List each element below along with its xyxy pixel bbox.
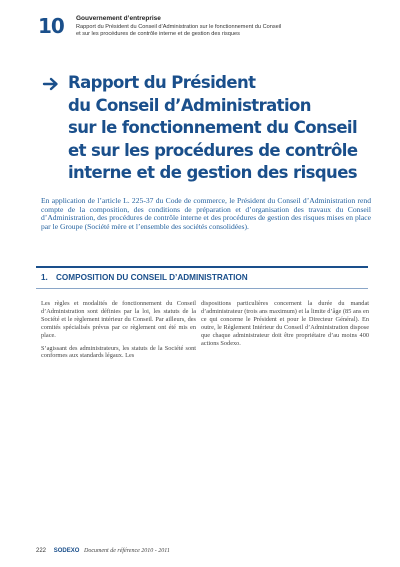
page-title-line: Rapport du Président (68, 73, 256, 92)
footer-brand: SODEXO (53, 548, 80, 554)
body-column-right (201, 300, 369, 352)
running-header-subtitle-line: et sur les procédures de contrôle interne et de gestion des risques (76, 31, 240, 38)
body-column-left (41, 300, 196, 365)
page-title-line: du Conseil d’Administration (68, 95, 311, 115)
chapter-number: 10 (38, 14, 64, 38)
page-title-line: sur le fonctionnement du Conseil (68, 118, 358, 137)
page-title (68, 72, 388, 185)
running-header-subtitle-line: Rapport du Président du Conseil d’Administration sur le fonctionnement du Conseil (76, 24, 282, 30)
footer-document-title: Document de référence 2010 - 2011 (84, 548, 170, 554)
body-paragraph: dispositions particulières concernent la durée du mandat d’administrateur (trois ans maximum) et la limite d’âge (85 ans en ce qui concerne le Président et pour le Directeur Général). En outre, le Règlement Intérieur du Conseil d’Administration dispose que chaque administrateur doit être propriétaire d’au moins 400 actions Sodexo. (201, 300, 369, 347)
page-footer (36, 548, 170, 554)
running-header-subtitle (76, 24, 376, 39)
body-paragraph: Les règles et modalités de fonctionnement du Conseil d’Administration sont définies par la loi, les statuts de la Société et le règlement intérieur du Conseil. Par ailleurs, des comités spécialisés prévus par ce règlement ont été mis en place. (41, 300, 196, 339)
section-rule-bottom (36, 288, 368, 289)
intro-paragraph: En application de l’article L. 225-37 du Code de commerce, le Président du Conseil d’Administration rend compte de la composition, des conditions de préparation et d’organisation des travaux du Conseil d’Administration, des procédures de contrôle interne et des procédures de gestion des risques mises en place par le Groupe (Société mère et l’ensemble des sociétés consolidées). (41, 196, 371, 231)
page-title-line: et sur les procédures de contrôle (68, 140, 358, 160)
section-heading: 1. COMPOSITION DU CONSEIL D’ADMINISTRATION (41, 273, 248, 282)
page-title-line: interne et de gestion des risques (68, 163, 358, 182)
body-paragraph: S’agissant des administrateurs, les statuts de la Société sont conformes aux standards légaux. Les (41, 344, 196, 360)
running-header-section: Gouvernement d’entreprise (76, 15, 161, 22)
section-rule-top (36, 266, 368, 268)
arrow-right-icon (42, 75, 60, 93)
page-number: 222 (36, 548, 47, 554)
